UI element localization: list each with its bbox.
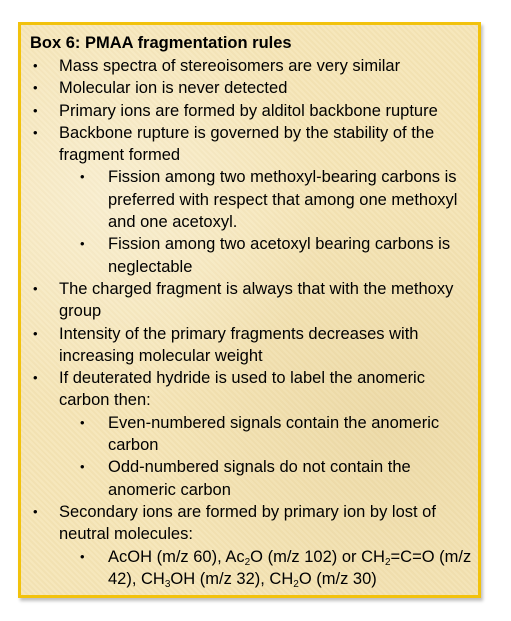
sub-list-item-neutral-losses: • AcOH (m/z 60), $Ac_2O$ (m/z 102) or $CH_2=C=O$ (m/z 42), $CH_3OH$ (m/z 32), $CH_2O$ (m/z 30) [80,547,472,590]
list-item: • Primary ions are formed by alditol backbone rupture [30,100,472,122]
bullet-icon: • [33,280,38,296]
bullet-icon: • [80,414,85,430]
list-item: • Backbone rupture is governed by the stability of the fragment formed [33,123,435,165]
sub-list-item: • Even-numbered signals contain the anomeric carbon [80,413,440,455]
rules-list [30,55,472,590]
sub-list-item: • Odd-numbered signals do not contain the anomeric carbon [80,458,411,499]
list-item: • Mass spectra of stereoisomers are very similar [30,55,472,77]
bullet-icon: • [33,124,38,140]
box-title: Box 6: PMAA fragmentation rules [30,34,292,52]
rules-box [18,22,481,598]
bullet-icon: • [33,370,38,386]
bullet-icon: • [80,548,85,564]
bullet-icon: • [33,503,38,519]
bullet-icon: • [33,80,38,96]
bullet-icon: • [80,169,85,185]
list-item: • If deuterated hydride is used to label the anomeric carbon then: [33,369,425,410]
rules-box-content [30,32,472,590]
list-item: • Molecular ion is never detected [30,77,472,99]
bullet-icon: • [80,459,85,475]
bullet-icon: • [33,102,38,118]
list-item: • Secondary ions are formed by primary ion by lost of neutral molecules: [33,502,436,544]
bullet-icon: • [33,58,38,73]
bullet-icon: • [80,236,85,252]
bullet-icon: • [33,325,38,341]
sub-list-item: • Fission among two methoxyl-bearing carbons is preferred with respect that among one methoxyl and one acetoxyl. [80,168,458,232]
list-item: • Intensity of the primary fragments decreases with increasing molecular weight [33,324,419,365]
list-item: • The charged fragment is always that with the methoxy group [33,279,454,321]
sub-list-item: • Fission among two acetoxyl bearing carbons is neglectable [80,235,451,276]
